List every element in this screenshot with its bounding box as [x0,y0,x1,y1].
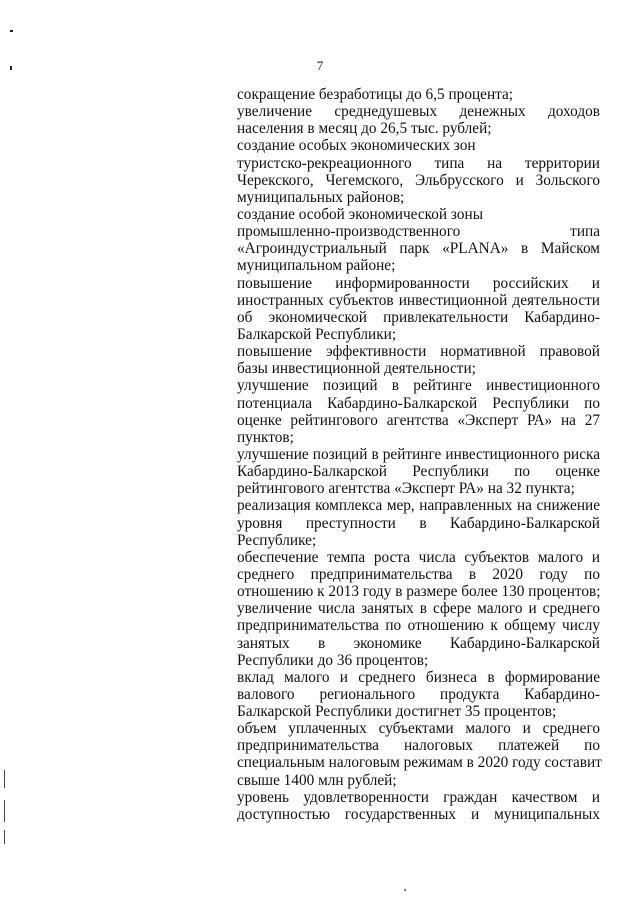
text-line: повышение эффективности нормативной правовой [237,343,600,361]
text-line: свыше 1400 млн рублей; [237,771,397,789]
text-line: Балкарской Республики; [237,325,397,343]
text-line: промышленно-производственного типа [237,223,600,241]
text-line: населения в месяц до 26,5 тыс. рублей; [237,120,492,138]
text-line: Балкарской Республики достигнет 35 процентов; [237,703,557,721]
text-line: отношению к 2013 году в размере более 130 процентов; [237,583,601,601]
text-line: создание особой экономической зоны [237,205,483,223]
scan-dot-bottom [404,889,406,891]
text-line: увеличение числа занятых в сфере малого и среднего [237,600,600,618]
text-line: «Агроиндустриальный парк «PLANA» в Майском [237,240,600,258]
text-line: муниципальных районов; [237,188,405,206]
text-line: специальным налоговым режимам в 2020 году составит [237,754,602,772]
page-number: 7 [316,58,324,73]
scan-mark-upper [10,66,12,70]
text-line: обеспечение темпа роста числа субъектов малого и [237,548,600,566]
text-line: оценке рейтингового агентства «Эксперт РА» на 27 [237,411,600,429]
text-line: иностранных субъектов инвестиционной деятельности [237,291,600,309]
text-line: занятых в экономике Кабардино-Балкарской [237,634,600,652]
text-line: объем уплаченных субъектами малого и среднего [237,720,600,738]
scan-edge-mark-3 [4,830,5,844]
text-line: улучшение позиций в рейтинге инвестиционного риска [237,445,600,463]
text-line: рейтингового агентства «Эксперт РА» на 32 пункта; [237,480,575,498]
text-line: вклад малого и среднего бизнеса в формирование [237,668,600,686]
text-line: сокращение безработицы до 6,5 процента; [237,86,514,103]
text-line: увеличение среднедушевых денежных доходов [237,103,600,121]
text-line: валового регионального продукта Кабардино- [237,685,600,703]
text-line: реализация комплекса мер, направленных на снижение [237,497,600,515]
scan-edge-mark-2 [4,800,5,822]
text-line: об экономической привлекательности Кабардино- [237,308,600,326]
text-line: предпринимательства налоговых платежей по [237,737,600,755]
text-line: туристско-рекреационного типа на территории [237,154,600,172]
document-body [237,86,600,823]
text-line: уровня преступности в Кабардино-Балкарской [237,514,600,532]
text-line: базы инвестиционной деятельности; [237,360,476,378]
text-line: Республике; [237,531,317,549]
text-line: Кабардино-Балкарской Республики по оценке [237,463,600,481]
text-line: муниципальном районе; [237,257,396,275]
scan-mark-top [10,30,13,32]
text-line: Республики до 36 процентов; [237,651,429,669]
text-line: доступностью государственных и муниципальных [237,805,600,823]
text-line: среднего предпринимательства в 2020 году по [237,565,600,583]
text-line: потенциала Кабардино-Балкарской Республики по [237,394,600,412]
text-line: создание особых экономических зон [237,137,476,155]
scan-edge-mark-1 [4,770,5,788]
text-line: предпринимательства по отношению к общему числу [237,617,600,635]
text-line: уровень удовлетворенности граждан качеством и [237,788,600,806]
text-line: повышение информированности российских и [237,274,600,292]
text-line: улучшение позиций в рейтинге инвестиционного [237,377,600,395]
text-line: пунктов; [237,428,294,446]
text-line: Черекского, Чегемского, Эльбрусского и Зольского [237,171,600,189]
